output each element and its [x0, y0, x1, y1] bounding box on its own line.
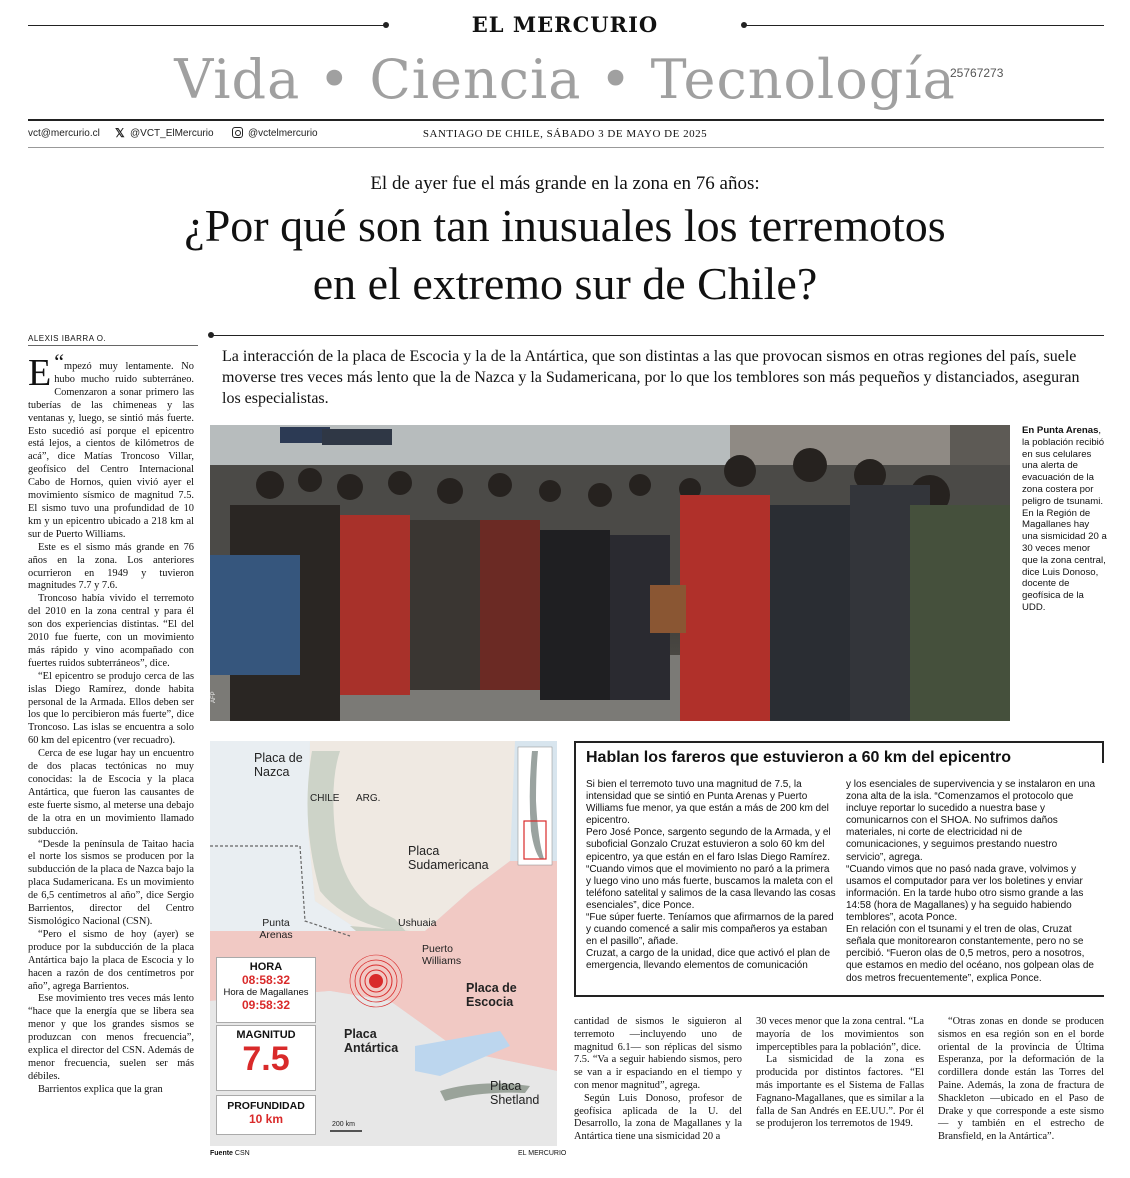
col1-p8: Ese movimiento tres veces más lento “hace que la energía que se libera sea menor y que los grandes sismos se produzcan con menos frecuencia”, explica el director del CSN. Además de menor frecuencia, suelen ser más débiles.: [28, 993, 194, 1082]
article-column-1: [28, 349, 194, 1097]
article-column-4: [938, 1016, 1104, 1144]
hora-value: 08:58:32: [241, 973, 291, 987]
sidebar-right-tick: [1102, 741, 1104, 763]
caption-lead: En Punta Arenas: [1022, 425, 1099, 436]
article-column-3: [756, 1016, 924, 1131]
sb-c2-p2: “Cuando vimos que no pasó nada grave, volvimos y usamos el computador para ver los boletines y enviar información. En la tarde hubo otro sismo grande a las 14:58 (hora de Magallanes) y ha seguido habiendo temblores”, acota Ponce.: [846, 863, 1084, 924]
map-scale: 200 km: [332, 1121, 355, 1128]
byline-rule: [28, 345, 198, 346]
label-ushuaia: Ushuaia: [398, 917, 437, 929]
page-code: 25767273: [950, 66, 1004, 80]
sidebar-left-rule: [574, 741, 576, 997]
foot-c2-p2: Según Luis Donoso, profesor de geofísica aplicada de la U. del Desarrollo, la zona de Magallanes y la Antártica tiene una sismicidad 20 a: [574, 1092, 742, 1143]
headline-line-2: en el extremo sur de Chile?: [312, 258, 818, 309]
x-icon: 𝕏: [115, 126, 125, 140]
source-label: Fuente: [210, 1150, 233, 1157]
section-title: Vida • Ciencia • Tecnología: [174, 48, 956, 111]
photo-caption: [1022, 425, 1107, 614]
col1-p4: “El epicentro se produjo cerca de las islas Diego Ramírez, donde habita personal de la Armada. Ellos deben ser los que lo percibieron más fuerte”, dice Troncoso. Las islas se encuentra a solo 60 km del epicentro (ver recuadro).: [28, 670, 194, 747]
map-source: [210, 1150, 250, 1157]
source-value: CSN: [234, 1150, 250, 1157]
sidebar-title: Hablan los fareros que estuvieron a 60 km del epicentro: [586, 749, 1012, 766]
news-photo-crowd: [210, 425, 1010, 721]
col1-p9: Barrientos explica que la gran: [38, 1083, 163, 1095]
lead-top-rule: [212, 335, 1104, 336]
label-arg: ARG.: [356, 793, 381, 804]
sb-c1-p4: Cruzat, a cargo de la unidad, dice que activó el plan de emergencia, llevando elementos de comunicación: [586, 948, 831, 972]
map-brand: EL MERCURIO: [518, 1150, 567, 1157]
sb-c1-p2: Pero José Ponce, sargento segundo de la Armada, y el suboficial Gonzalo Cruzat estuvieron a solo 60 km del epicentro, ya que están en el faro Islas Diego Ramírez. “Cuando vimos que el movimiento no paró a la primera y luego vino uno más fuerte, buscamos la maleta con el teléfono satelital y salimos de la casa llevando las cosas esenciales”, dice Ponce.: [586, 827, 836, 911]
section-email[interactable]: vct@mercurio.cl: [28, 128, 100, 139]
byline: ALEXIS IBARRA O.: [28, 334, 107, 343]
caption-text: , la población recibió en sus celulares una alerta de evacuación de la zona costera por peligro de tsunami. En la Región de Magallanes hay una sismicidad 20 a 30 veces menor que la zona central, dice Luis Donoso, docente de geofísica de la UDD.: [1022, 425, 1107, 613]
crowd-photo-illustration: [210, 425, 1010, 721]
col1-p2: Este es el sismo más grande en 76 años en la zona. Los anteriores ocurrieron en 1949 y tuvieron magnitudes 7.7 y 7.6.: [28, 541, 194, 592]
label-puerto-williams: Puerto Williams: [422, 943, 462, 967]
col1-p5: Cerca de ese lugar hay un encuentro de dos placas tectónicas no muy conocidas: la de Escocia y la placa Antártica, que fueron las causantes de este fuerte sismo, al meterse una debajo de la otra en un movimiento llamado subducción.: [28, 748, 194, 837]
foot-c3-p1: 30 veces menor que la zona central. “La mayoría de los movimientos son imperceptibles para la población”, dice.: [756, 1016, 924, 1053]
sidebar-bottom-rule: [574, 995, 1104, 997]
kicker: El de ayer fue el más grande en la zona en 76 años:: [370, 173, 760, 194]
sb-c2-p1: y los esenciales de supervivencia y se instalaron en una zona alta de la isla. “Comenzamos el protocolo que incluye reportar lo sucedido a nuestra base y comunicarnos con el SHOA. No sufrimos daños materiales, ni corte de electricidad ni de comunicaciones, y seguimos prestando nuestro servicio”, agrega.: [846, 779, 1096, 863]
masthead-rule-right: [744, 25, 1104, 26]
headline: [40, 197, 1090, 313]
lighthouse-keepers-box: [574, 741, 1104, 997]
lead-paragraph: La interacción de la placa de Escocia y la de la Antártica, que son distintas a las que provocan sismos en otras regiones del país, suele moverse tres veces más lento que la de Nazca y la Sudamericana, por lo que los temblores son más pequeños y distanciados, aseguran los especialistas.: [222, 348, 1080, 407]
time-box: [216, 957, 316, 1023]
photo-credit: AFP: [211, 691, 217, 703]
label-placa-sudamericana: Placa Sudamericana: [408, 844, 489, 872]
foot-c2-p1: cantidad de sismos le siguieron al terremoto —incluyendo uno de magnitud 6.1— son réplicas del sismo 7.5. “Va a seguir habiendo sismos, pero se van a ir espaciando en el tiempo y con menor magnitud”, agrega.: [574, 1016, 742, 1091]
label-placa-shetland: Placa Shetland: [490, 1079, 540, 1107]
col1-p6: “Desde la península de Taitao hacia el norte los sismos se producen por la subducción de la placa de Nazca bajo la placa Sudamericana. Es un movimiento de 6,5 centímetros al año”, dice Sergio Barrientos, director del Centro Sismológico Nacional (CSN).: [28, 838, 194, 927]
label-placa-nazca: Placa de Nazca: [254, 751, 303, 779]
magallanes-value: 09:58:32: [241, 998, 291, 1012]
magnitud-value: 7.5: [242, 1040, 290, 1078]
col1-p1: mpezó muy lentamente. No hubo mucho ruido subterráneo. Comenzaron a sonar primero las tuberías de las chimeneas y las ventanas y, luego, se sintió más fuerte. Esto sucedió así porque el epicentro está lejos, a cientos de kilómetros de acá”, dice Matías Troncoso Villar, geofísico del Centro Internacional Cabo de Hornos, quien vivió ayer el movimiento sísmico de magnitud 7.5. El sismo tuvo una profundidad de 10 km y un epicentro ubicado a 218 km al sur de Puerto Williams.: [28, 361, 194, 540]
col1-p3: Troncoso había vivido el terremoto del 2010 en la zona central y para él son dos experiencias distintas. “El del 2010 fue fuerte, con un movimiento más rápido y vino acompañado con fuertes ruidos subterráneos”, dice.: [28, 593, 194, 669]
label-punta-arenas: Punta Arenas: [259, 917, 293, 941]
sb-c1-p3: “Fue súper fuerte. Teníamos que afirmarnos de la pared y cuando comencé a salir mis compañeros ya estaban en el pasillo”, añade.: [586, 912, 834, 948]
headline-line-1: ¿Por qué son tan inusuales los terremotos: [184, 200, 946, 251]
label-placa-escocia: Placa de Escocia: [466, 981, 517, 1009]
infobar-rule: [28, 147, 1104, 148]
col1-p7: “Pero el sismo de hoy (ayer) se produce por la subducción de la placa Antártica bajo la placa de Escocia y lo hacen a razón de dos centímetros por año”, agrega Barrientos.: [28, 928, 194, 992]
label-placa-antartica: Placa Antártica: [344, 1027, 399, 1055]
sidebar-column-1: [586, 779, 836, 973]
magnitude-box: [216, 1025, 316, 1091]
sidebar-column-2: [846, 779, 1096, 985]
newspaper-name: EL MERCURIO: [471, 12, 659, 37]
foot-c3-p2: La sismicidad de la zona es producida por distintos factores. “El más importante es el Sistema de Fallas Fagnano-Magallanes, que es similar a la falla de San Andrés en EE.UU.”. Por él se produjeron los terremotos de 1949.: [756, 1054, 924, 1130]
label-chile: CHILE: [310, 793, 340, 804]
tectonic-map: [210, 741, 557, 1146]
depth-box: [216, 1095, 316, 1135]
sb-c2-p3: En relación con el tsunami y el tren de olas, Cruzat señala que monitorearon constantemente, pero no se percibió. “Fueron olas de 0,5 metros, pero a nosotros, que estamos en medio del océano, nos golpean olas de dos metros frecuentemente”, explica Ponce.: [846, 924, 1094, 984]
masthead-bottom-rule: [28, 119, 1104, 121]
article-column-2: [574, 1016, 742, 1144]
twitter-handle[interactable]: @VCT_ElMercurio: [130, 128, 214, 139]
magallanes-label: Hora de Magallanes: [223, 987, 309, 998]
foot-c4-p1: “Otras zonas en donde se producen sismos en esa región son en el borde oriental de la provincia de Última Esperanza, por la deformación de la cordillera donde están las Torres del Paine. Además, la zona de fractura de Shackleton —ubicado en el Paso de Drake y que corresponde a este sismo— y también en el estrecho de Bransfield, en la Antártica”.: [938, 1016, 1104, 1143]
dropcap: E: [28, 352, 52, 394]
sb-c1-p1: Si bien el terremoto tuvo una magnitud de 7.5, la intensidad que se sintió en Punta Arenas y Puerto Williams fue menor, ya que están a más de 200 km del epicentro.: [586, 779, 829, 827]
profundidad-value: 10 km: [248, 1112, 284, 1126]
hora-label: HORA: [249, 961, 283, 973]
profundidad-label: PROFUNDIDAD: [227, 1100, 305, 1112]
instagram-handle[interactable]: @vctelmercurio: [248, 128, 318, 139]
opening-quote: “: [54, 349, 64, 374]
magnitud-label: MAGNITUD: [236, 1029, 296, 1041]
sidebar-top-rule: [574, 741, 1104, 743]
dateline: SANTIAGO DE CHILE, SÁBADO 3 DE MAYO DE 2025: [422, 128, 708, 140]
